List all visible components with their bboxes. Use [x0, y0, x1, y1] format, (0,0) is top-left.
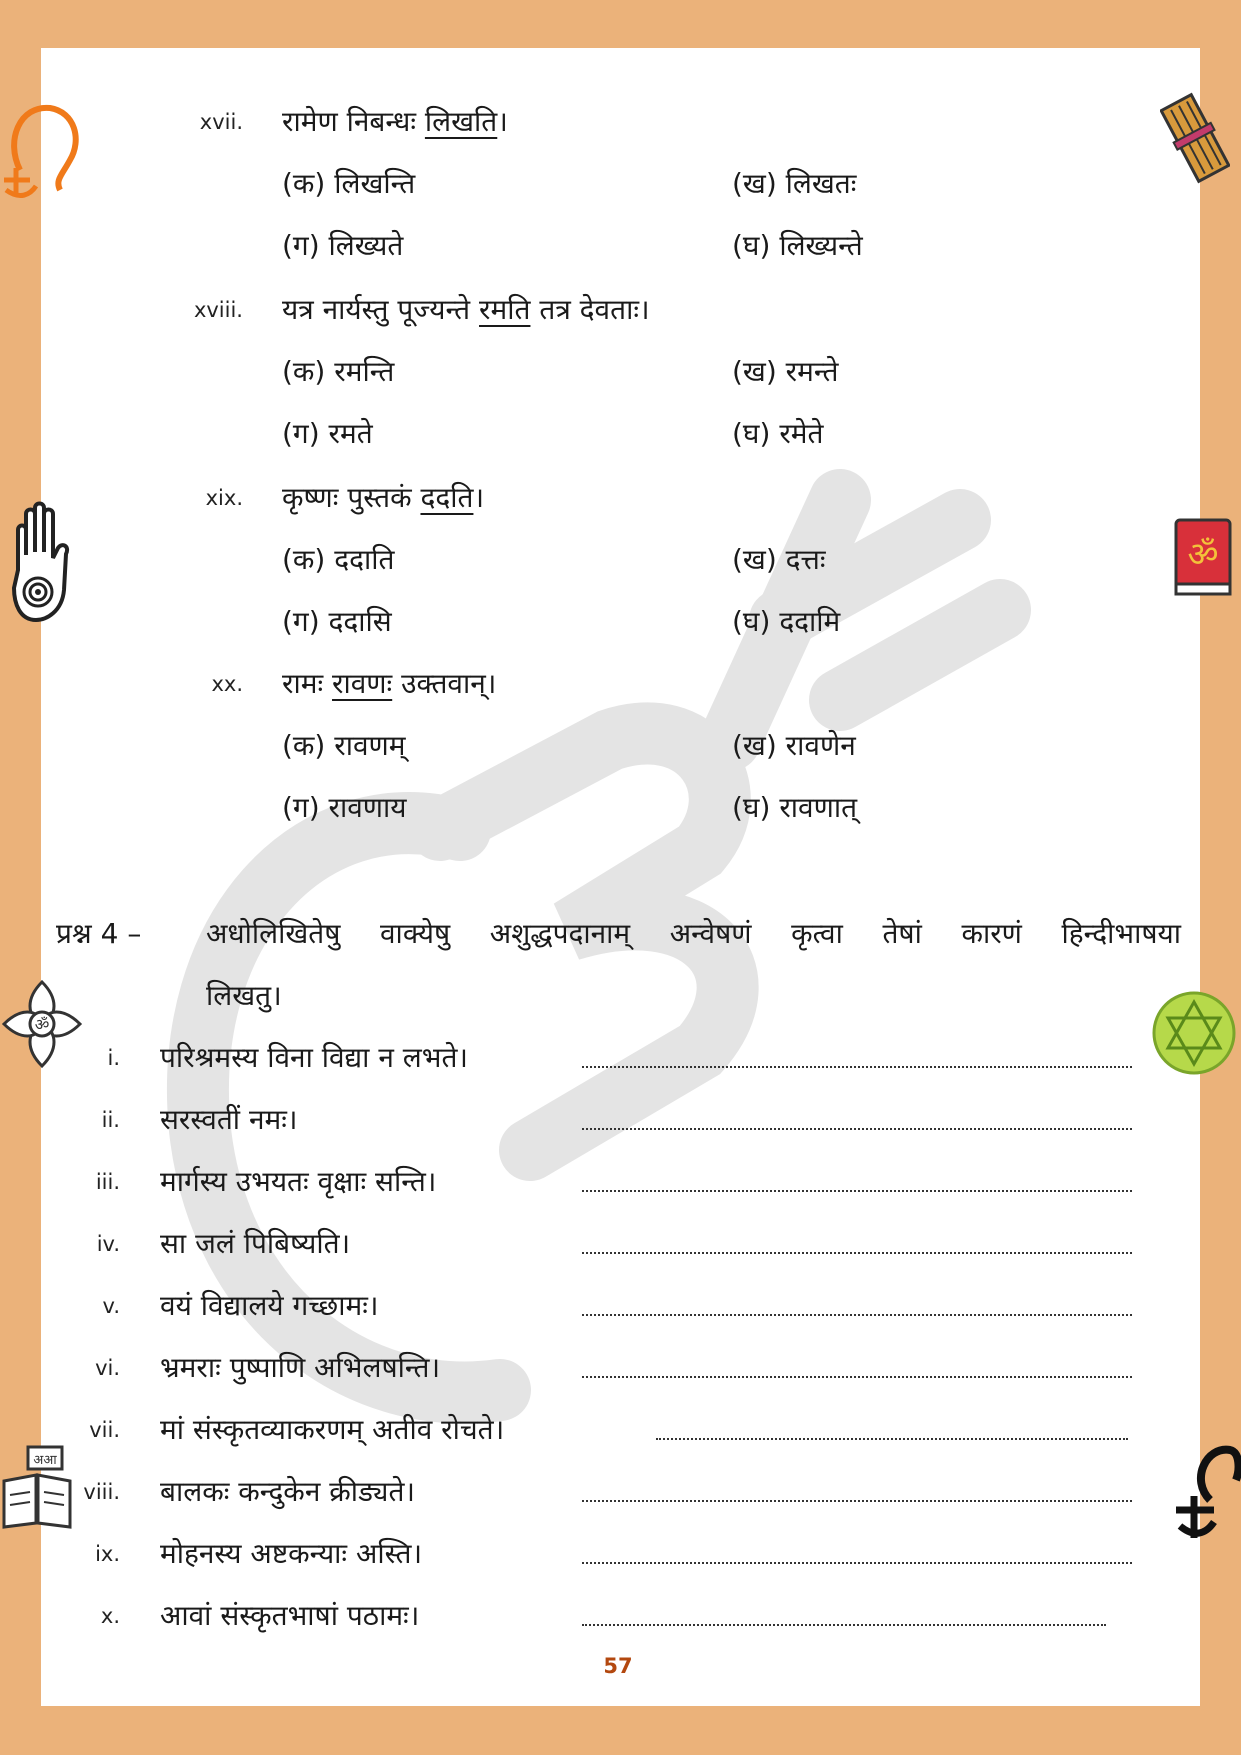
option-label: (ग) [282, 229, 320, 262]
shri-black-icon [1170, 1440, 1241, 1540]
option-label: (ग) [282, 605, 320, 638]
answer-line[interactable] [582, 1128, 1132, 1130]
answer-line[interactable] [582, 1314, 1132, 1316]
option-text: लिखतः [785, 167, 857, 200]
stem-text: तत्र देवताः। [530, 293, 650, 326]
answer-line[interactable] [582, 1252, 1132, 1254]
question-stem [282, 102, 508, 140]
option-text: रावणात् [779, 791, 858, 824]
stem-text: रामेण निबन्धः [282, 105, 425, 138]
item-sentence: मोहनस्य अष्टकन्याः अस्ति। [160, 1537, 423, 1570]
question-number: xix. [205, 486, 243, 510]
option[interactable] [282, 602, 392, 640]
option-label: (घ) [732, 229, 771, 262]
item-number: ix. [95, 1542, 120, 1566]
answer-line[interactable] [582, 1190, 1132, 1192]
item-sentence: आवां संस्कृतभाषां पठामः। [160, 1599, 420, 1632]
question-stem [282, 478, 484, 516]
question-number: xx. [211, 672, 243, 696]
item-number: ii. [101, 1108, 120, 1132]
option-label: (क) [282, 729, 326, 762]
svg-text:अआ: अआ [33, 1453, 57, 1468]
option-text: दत्तः [785, 543, 826, 576]
item-number: iii. [95, 1170, 120, 1194]
option[interactable] [282, 414, 373, 452]
item-sentence: भ्रमराः पुष्पाणि अभिलषन्ति। [160, 1351, 441, 1384]
option[interactable] [732, 226, 863, 264]
stem-text: । [473, 481, 485, 514]
answer-line[interactable] [582, 1066, 1132, 1068]
question-instruction-line2: लिखतु। [206, 979, 282, 1012]
answer-line[interactable] [582, 1624, 1106, 1626]
option-label: (घ) [732, 605, 771, 638]
item-sentence: मार्गस्य उभयतः वृक्षाः सन्ति। [160, 1165, 437, 1198]
option-text: ददासि [328, 605, 392, 638]
item-number: iv. [96, 1232, 120, 1256]
option-label: (ख) [732, 355, 777, 388]
option-label: (घ) [732, 791, 771, 824]
option-label: (क) [282, 355, 326, 388]
question-instruction-line1: अधोलिखितेषु वाक्येषु अशुद्धपदानाम् अन्वेषणं कृत्वा तेषां कारणं हिन्दीभाषया [206, 917, 1181, 950]
answer-line[interactable] [582, 1500, 1132, 1502]
option[interactable] [732, 414, 823, 452]
option-label: (ख) [732, 167, 777, 200]
option-text: रमते [328, 417, 373, 450]
stem-text: उक्तवान्। [392, 667, 497, 700]
option[interactable] [732, 352, 838, 390]
answer-line[interactable] [582, 1376, 1132, 1378]
option[interactable] [282, 540, 394, 578]
option-text: ददामि [779, 605, 841, 638]
option-text: लिख्यन्ते [779, 229, 863, 262]
item-number: vi. [95, 1356, 120, 1380]
shri-icon [0, 100, 82, 200]
item-sentence: सरस्वतीं नमः। [160, 1103, 298, 1136]
item-number: v. [102, 1294, 120, 1318]
jain-hand-icon [6, 500, 76, 624]
option-label: (ख) [732, 543, 777, 576]
question-stem [282, 290, 650, 328]
option[interactable] [282, 352, 394, 390]
option-label: (क) [282, 543, 326, 576]
item-number: viii. [83, 1480, 120, 1504]
option-text: लिख्यते [328, 229, 404, 262]
option-label: (ग) [282, 791, 320, 824]
option-text: रमेते [779, 417, 824, 450]
option-text: रमन्ते [785, 355, 839, 388]
stem-text: कृष्णः पुस्तकं [282, 481, 421, 514]
item-sentence: सा जलं पिबिष्यति। [160, 1227, 351, 1260]
option-text: रावणाय [328, 791, 407, 824]
scroll-icon [1160, 92, 1230, 184]
option[interactable] [282, 226, 403, 264]
option-label: (घ) [732, 417, 771, 450]
item-sentence: परिश्रमस्य विना विद्या न लभते। [160, 1041, 469, 1074]
option-label: (ग) [282, 417, 320, 450]
question-stem [282, 664, 496, 702]
option-text: रावणम् [334, 729, 406, 762]
item-sentence: बालकः कन्दुकेन क्रीड्यते। [160, 1475, 416, 1508]
option-text: लिखन्ति [334, 167, 416, 200]
answer-line[interactable] [656, 1438, 1128, 1440]
om-book-icon [1170, 516, 1236, 600]
answer-line[interactable] [582, 1562, 1132, 1564]
stem-text: । [497, 105, 508, 138]
option[interactable] [732, 602, 840, 640]
option-text: रमन्ति [334, 355, 395, 388]
page-number: 57 [603, 1654, 633, 1678]
underlined-word: रावणः [332, 667, 393, 700]
question-number: xvii. [199, 110, 243, 134]
question-number: xviii. [193, 298, 243, 322]
underlined-word: रमति [479, 293, 531, 326]
option[interactable] [282, 726, 406, 764]
option-text: रावणेन [785, 729, 856, 762]
svg-text:ॐ: ॐ [1187, 535, 1219, 575]
item-number: vii. [89, 1418, 120, 1442]
underlined-word: लिखति [424, 105, 498, 138]
option[interactable] [732, 540, 826, 578]
stem-text: रामः [282, 667, 333, 700]
option[interactable] [282, 788, 407, 826]
item-sentence: मां संस्कृतव्याकरणम् अतीव रोचते। [160, 1413, 505, 1446]
question-label: प्रश्न 4 – [56, 917, 142, 950]
stem-text: यत्र नार्यस्तु पूज्यन्ते [282, 293, 480, 326]
option[interactable] [732, 788, 857, 826]
option-label: (ख) [732, 729, 777, 762]
option-text: ददाति [334, 543, 395, 576]
item-number: i. [107, 1046, 120, 1070]
item-sentence: वयं विद्यालये गच्छामः। [160, 1289, 379, 1322]
yantra-flower-icon [1148, 988, 1241, 1078]
underlined-word: ददति [420, 481, 474, 514]
option[interactable] [732, 726, 856, 764]
svg-text:ॐ: ॐ [34, 1015, 50, 1034]
option[interactable] [732, 164, 856, 202]
option[interactable] [282, 164, 415, 202]
item-number: x. [100, 1604, 120, 1628]
option-label: (क) [282, 167, 326, 200]
